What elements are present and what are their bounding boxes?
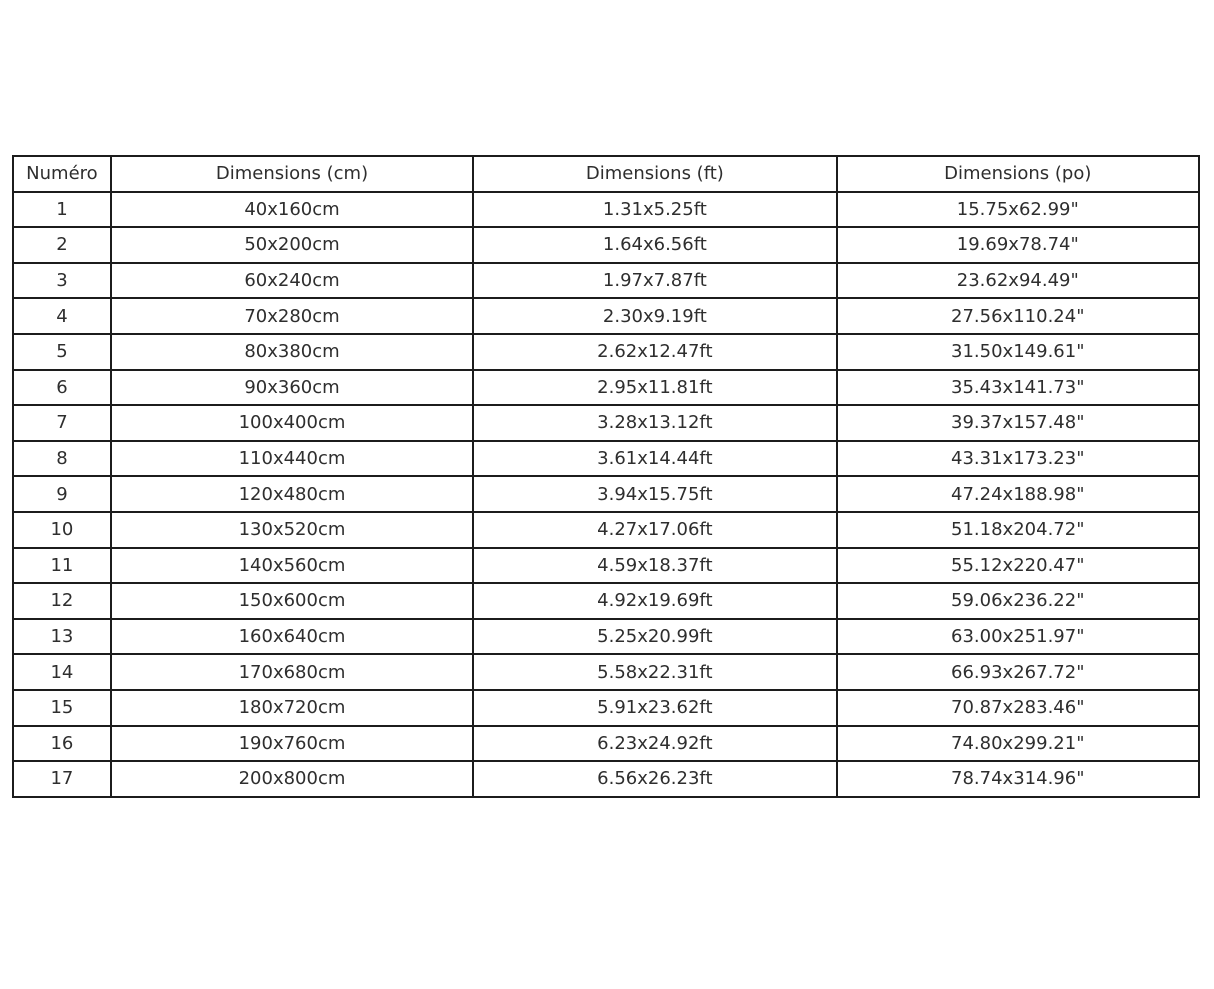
cell-number: 1 <box>13 192 111 228</box>
cell-dimensions-ft: 1.97x7.87ft <box>473 263 836 299</box>
cell-dimensions-ft: 1.31x5.25ft <box>473 192 836 228</box>
table-row <box>13 761 1199 797</box>
cell-dimensions-cm: 140x560cm <box>111 548 473 584</box>
cell-dimensions-cm: 180x720cm <box>111 690 473 726</box>
table-row <box>13 726 1199 762</box>
column-header-number: Numéro <box>13 156 111 192</box>
cell-dimensions-po: 31.50x149.61" <box>837 334 1199 370</box>
cell-dimensions-po: 39.37x157.48" <box>837 405 1199 441</box>
cell-dimensions-ft: 5.91x23.62ft <box>473 690 836 726</box>
cell-number: 12 <box>13 583 111 619</box>
cell-dimensions-cm: 170x680cm <box>111 654 473 690</box>
cell-dimensions-ft: 3.94x15.75ft <box>473 476 836 512</box>
table-body <box>13 192 1199 797</box>
cell-dimensions-ft: 1.64x6.56ft <box>473 227 836 263</box>
table-row <box>13 334 1199 370</box>
cell-dimensions-po: 47.24x188.98" <box>837 476 1199 512</box>
cell-dimensions-cm: 130x520cm <box>111 512 473 548</box>
cell-dimensions-cm: 40x160cm <box>111 192 473 228</box>
cell-dimensions-po: 35.43x141.73" <box>837 370 1199 406</box>
cell-number: 8 <box>13 441 111 477</box>
cell-number: 15 <box>13 690 111 726</box>
column-header-dimensions-cm: Dimensions (cm) <box>111 156 473 192</box>
cell-dimensions-ft: 3.28x13.12ft <box>473 405 836 441</box>
cell-number: 2 <box>13 227 111 263</box>
cell-dimensions-cm: 200x800cm <box>111 761 473 797</box>
cell-dimensions-cm: 120x480cm <box>111 476 473 512</box>
cell-dimensions-po: 43.31x173.23" <box>837 441 1199 477</box>
cell-number: 4 <box>13 298 111 334</box>
cell-dimensions-po: 63.00x251.97" <box>837 619 1199 655</box>
cell-dimensions-po: 51.18x204.72" <box>837 512 1199 548</box>
cell-number: 5 <box>13 334 111 370</box>
table-row <box>13 476 1199 512</box>
cell-number: 9 <box>13 476 111 512</box>
cell-number: 7 <box>13 405 111 441</box>
cell-dimensions-po: 59.06x236.22" <box>837 583 1199 619</box>
cell-dimensions-ft: 3.61x14.44ft <box>473 441 836 477</box>
cell-dimensions-ft: 2.62x12.47ft <box>473 334 836 370</box>
cell-number: 14 <box>13 654 111 690</box>
cell-dimensions-cm: 50x200cm <box>111 227 473 263</box>
table-row <box>13 690 1199 726</box>
cell-dimensions-cm: 160x640cm <box>111 619 473 655</box>
cell-dimensions-cm: 60x240cm <box>111 263 473 299</box>
table-row <box>13 405 1199 441</box>
table-row <box>13 619 1199 655</box>
cell-dimensions-ft: 2.30x9.19ft <box>473 298 836 334</box>
cell-dimensions-po: 78.74x314.96" <box>837 761 1199 797</box>
cell-dimensions-ft: 5.25x20.99ft <box>473 619 836 655</box>
cell-dimensions-cm: 190x760cm <box>111 726 473 762</box>
table-row <box>13 298 1199 334</box>
cell-dimensions-ft: 4.92x19.69ft <box>473 583 836 619</box>
table-row <box>13 583 1199 619</box>
cell-dimensions-cm: 70x280cm <box>111 298 473 334</box>
cell-dimensions-ft: 6.56x26.23ft <box>473 761 836 797</box>
cell-number: 17 <box>13 761 111 797</box>
cell-dimensions-cm: 110x440cm <box>111 441 473 477</box>
table-row <box>13 192 1199 228</box>
cell-dimensions-po: 27.56x110.24" <box>837 298 1199 334</box>
dimensions-table <box>12 155 1200 798</box>
cell-dimensions-cm: 100x400cm <box>111 405 473 441</box>
table-row <box>13 548 1199 584</box>
column-header-dimensions-ft: Dimensions (ft) <box>473 156 836 192</box>
table-row <box>13 654 1199 690</box>
column-header-dimensions-po: Dimensions (po) <box>837 156 1199 192</box>
cell-dimensions-po: 19.69x78.74" <box>837 227 1199 263</box>
cell-number: 10 <box>13 512 111 548</box>
cell-dimensions-po: 66.93x267.72" <box>837 654 1199 690</box>
table-row <box>13 227 1199 263</box>
cell-dimensions-cm: 80x380cm <box>111 334 473 370</box>
table-header <box>13 156 1199 192</box>
table-row <box>13 441 1199 477</box>
cell-number: 6 <box>13 370 111 406</box>
dimensions-table-container <box>12 155 1200 798</box>
cell-dimensions-po: 15.75x62.99" <box>837 192 1199 228</box>
cell-dimensions-po: 55.12x220.47" <box>837 548 1199 584</box>
cell-dimensions-ft: 6.23x24.92ft <box>473 726 836 762</box>
cell-number: 11 <box>13 548 111 584</box>
cell-dimensions-ft: 4.59x18.37ft <box>473 548 836 584</box>
cell-dimensions-po: 70.87x283.46" <box>837 690 1199 726</box>
cell-dimensions-po: 23.62x94.49" <box>837 263 1199 299</box>
cell-number: 13 <box>13 619 111 655</box>
cell-dimensions-ft: 2.95x11.81ft <box>473 370 836 406</box>
cell-number: 16 <box>13 726 111 762</box>
cell-dimensions-ft: 5.58x22.31ft <box>473 654 836 690</box>
cell-number: 3 <box>13 263 111 299</box>
cell-dimensions-cm: 150x600cm <box>111 583 473 619</box>
table-row <box>13 512 1199 548</box>
cell-dimensions-ft: 4.27x17.06ft <box>473 512 836 548</box>
table-row <box>13 263 1199 299</box>
table-header-row <box>13 156 1199 192</box>
table-row <box>13 370 1199 406</box>
cell-dimensions-cm: 90x360cm <box>111 370 473 406</box>
cell-dimensions-po: 74.80x299.21" <box>837 726 1199 762</box>
